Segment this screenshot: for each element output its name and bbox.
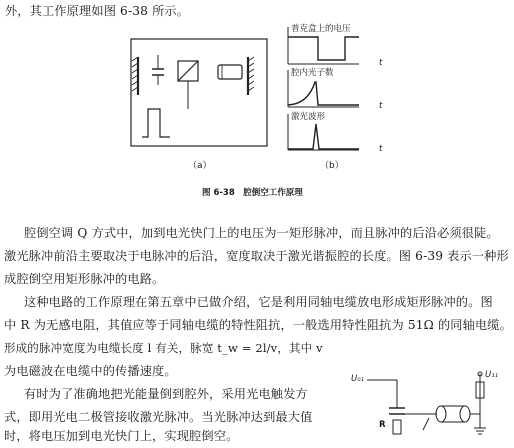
paragraph-line: 时，将电压加到电光快门上，实现腔倒空。 [4, 429, 239, 443]
figure-b-label: （b） [320, 161, 344, 171]
graph3-axis-t: t [379, 144, 383, 154]
graph2-label: 腔内光子数 [291, 68, 334, 78]
paragraph-line: 式，即用光电二极管接收激光脉冲。当光脉冲达到最大值 [4, 410, 313, 424]
graph3-label: 激光波形 [291, 112, 326, 122]
circuit-label-u-right: U₁₁ [485, 370, 499, 380]
figure-a-label: （a） [188, 161, 212, 171]
paragraph-line: 腔倒空调 Q 方式中，加到电光快门上的电压为一矩形脉冲，而且脉冲的后沿必须很陡。 [24, 226, 499, 240]
paragraph-line: 成腔倒空用矩形脉冲的电路。 [4, 272, 165, 286]
paragraph-line: 这种电路的工作原理在第五章中已做介绍，它是利用同轴电缆放电形成矩形脉冲的。图 [24, 295, 493, 309]
circuit-diagram [345, 368, 510, 435]
graph1-label: 普克盒上的电压 [291, 24, 351, 34]
figure-a-diagram [130, 37, 270, 152]
figure-b-diagram [283, 22, 393, 157]
paragraph-line: 激光脉冲前沿主要取决于电脉冲的后沿，宽度取决于激光谐振腔的长度。图 6-39 表示一种形 [4, 249, 509, 263]
circuit-label-u-left: U₀₁ [351, 374, 365, 384]
graph1-axis-t: t [379, 58, 383, 68]
paragraph-line: 形成的脉冲宽度为电缆长度 l 有关，脉宽 t_w = 2l/v，其中 v [4, 341, 323, 355]
circuit-label-r: R [379, 420, 386, 430]
paragraph-line: 为电磁波在电缆中的传播速度。 [4, 364, 177, 378]
graph2-axis-t: t [379, 101, 383, 111]
figure-a [130, 37, 270, 152]
paragraph-line: 有时为了准确地把光能量倒到腔外，采用光电触发方 [24, 387, 308, 401]
paragraph-line: 中 R 为无感电阻，其值应等于同轴电缆的特性阻抗，一般选用特性阻抗为 51Ω 的同轴电缆。 [4, 318, 512, 332]
figure-b [283, 22, 393, 157]
figure-caption: 图 6-38 腔倒空工作原理 [202, 188, 303, 198]
intro-line: 外，其工作原理如图 6-38 所示。 [5, 4, 190, 18]
